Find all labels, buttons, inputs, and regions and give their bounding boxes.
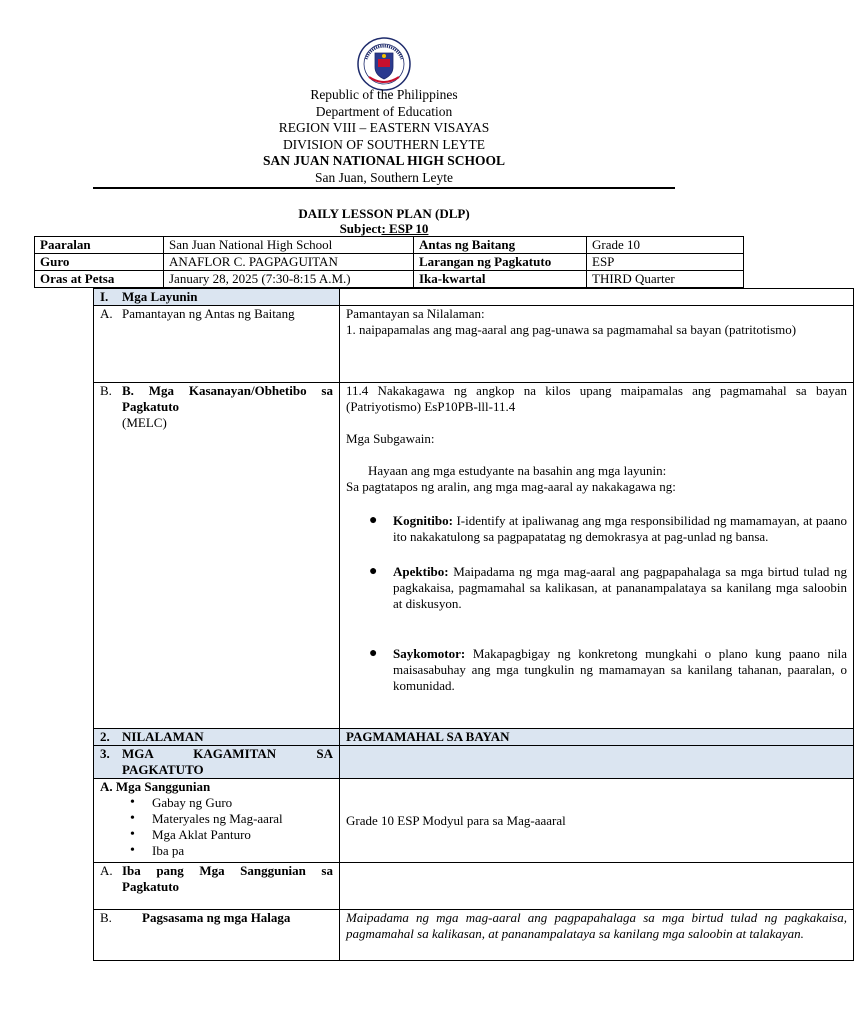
objective-kognitibo: ● Kognitibo: I-identify at ipaliwanag ang mga responsibilidad ng mamamayan, at paano ito nakakatulong sa pagpapatatag ng demokrasya at pag-unlad ng bansa. xyxy=(369,513,847,544)
row-label-kasanayan: B. B. Mga Kasanayan/Obhetibo sa Pagkatuto (MELC) xyxy=(94,383,340,729)
objectives-list xyxy=(346,513,847,694)
iba-sanggunian-value xyxy=(340,863,854,910)
info-value-paaralan: San Juan National High School xyxy=(164,237,414,254)
sanggunian-item: • Mga Aklat Panturo xyxy=(152,827,333,843)
info-value-guro: ANAFLOR C. PAGPAGUITAN xyxy=(164,254,414,271)
sanggunian-item: • Gabay ng Guro xyxy=(152,795,333,811)
info-value-larangan: ESP xyxy=(587,254,744,271)
info-row xyxy=(35,271,744,288)
hayaan-text: Hayaan ang mga estudyante na basahin ang mga layunin: xyxy=(368,463,667,478)
header-divider xyxy=(93,187,675,189)
section-heading-kagamitan: 3. MGA KAGAMITAN SA PAGKATUTO xyxy=(94,746,340,779)
halaga-value: Maipadama ng mga mag-aaral ang pagpapahalaga sa mga birtud tulad ng pagkakaisa, pagmamahal sa kalikasan, at pananampalataya sa kanilang mga saloobin at talakayan. xyxy=(340,910,854,961)
label-kasanayan: B. Mga Kasanayan/Obhetibo sa Pagkatuto xyxy=(122,383,333,414)
row-label-pamantayan: A. Pamantayan ng Antas ng Baitang xyxy=(94,306,340,383)
info-row xyxy=(35,237,744,254)
row-label-sanggunian xyxy=(94,779,340,863)
info-value-antas: Grade 10 xyxy=(587,237,744,254)
subject-line xyxy=(0,221,768,236)
section-row-kagamitan xyxy=(94,746,854,779)
sanggunian-list xyxy=(100,795,333,859)
sanggunian-value: Grade 10 ESP Modyul para sa Mag-aaaral xyxy=(340,779,854,863)
section-title-nilalaman: NILALAMAN xyxy=(122,729,204,744)
info-value-oras: January 28, 2025 (7:30-8:15 A.M.) xyxy=(164,271,414,288)
section-blank-layunin xyxy=(340,289,854,306)
letterhead-line-division: DIVISION OF SOUTHERN LEYTE xyxy=(282,136,486,152)
letterhead-line-region: REGION VIII – EASTERN VISAYAS xyxy=(278,120,490,135)
row-value-kasanayan xyxy=(340,383,854,729)
objective-apektibo: ● Apektibo: Maipadama ng mga mag-aaral ang pagpapahalaga sa mga birtud tulad ng pagkakaisa, pagmamahal sa kalikasan, at pananampalataya sa kanilang mga saloobin at diskusyon. xyxy=(369,564,847,611)
row-halaga xyxy=(94,910,854,961)
section-title-layunin: Mga Layunin xyxy=(122,289,198,304)
row-sanggunian xyxy=(94,779,854,863)
lesson-plan-table-viewport xyxy=(93,288,847,978)
sanggunian-item: • Materyales ng Mag-aaral xyxy=(152,811,333,827)
letterhead-school-name: SAN JUAN NATIONAL HIGH SCHOOL xyxy=(262,153,506,168)
subject-value: : ESP 10 xyxy=(381,221,429,236)
letterhead-line-department: Department of Education xyxy=(315,103,453,119)
objective-saykomotor: ● Saykomotor: Makapagbigay ng konkretong mungkahi o plano kung paano nila maisasabuhay ang mga tungkulin ng mamamayan sa kanilang tahanan, paaralan, o komunidad. xyxy=(369,646,847,693)
label-sanggunian: A. Mga Sanggunian xyxy=(100,779,211,794)
info-label-larangan: Larangan ng Pagkatuto xyxy=(414,254,587,271)
subject-label: Subject xyxy=(339,221,382,236)
document-title: DAILY LESSON PLAN (DLP) xyxy=(298,206,470,221)
info-label-oras: Oras at Petsa xyxy=(35,271,164,288)
nilalaman-value: PAGMAMAHAL SA BAYAN xyxy=(340,729,854,746)
pamantayan-nilalaman-text: 1. naipapamalas ang mag-aaral ang pag-unawa sa pagmamahal sa bayan (patritotismo) xyxy=(346,322,797,337)
letterhead-address: San Juan, Southern Leyte xyxy=(315,169,453,185)
row-value-pamantayan xyxy=(340,306,854,383)
section-heading-nilalaman: 2. NILALAMAN xyxy=(94,729,340,746)
section-blank-kagamitan xyxy=(340,746,854,779)
deped-seal-logo xyxy=(357,37,411,91)
row-kasanayan xyxy=(94,383,854,729)
info-label-paaralan: Paaralan xyxy=(35,237,164,254)
label-iba-sanggunian: Iba pang Mga Sanggunian sa Pagkatuto xyxy=(122,863,333,894)
subgawain-label: Mga Subgawain: xyxy=(346,431,435,446)
info-label-guro: Guro xyxy=(35,254,164,271)
sanggunian-item: • Iba pa xyxy=(152,843,333,859)
label-melc: (MELC) xyxy=(122,415,167,430)
pagtatapos-text: Sa pagtatapos ng aralin, ang mga mag-aaral ay nakakagawa ng: xyxy=(346,479,676,494)
section-row-layunin xyxy=(94,289,854,306)
letterhead xyxy=(0,87,768,186)
info-table xyxy=(34,236,744,288)
info-row xyxy=(35,254,744,271)
section-heading-layunin: I. Mga Layunin xyxy=(94,289,340,306)
row-iba-sanggunian xyxy=(94,863,854,910)
info-label-antas: Antas ng Baitang xyxy=(414,237,587,254)
row-pamantayan xyxy=(94,306,854,383)
row-label-halaga: B. Pagsasama ng mga Halaga xyxy=(94,910,340,961)
pamantayan-nilalaman-label: Pamantayan sa Nilalaman: xyxy=(346,306,485,321)
letterhead-line-republic: Republic of the Philippines xyxy=(310,87,458,102)
melc-competency: 11.4 Nakakagawa ng angkop na kilos upang maipamalas ang pagmamahal sa bayan (Patriyotismo) EsP10PB-lll-11.4 xyxy=(346,383,847,414)
label-halaga: Pagsasama ng mga Halaga xyxy=(142,910,291,925)
section-row-nilalaman xyxy=(94,729,854,746)
lesson-plan-table xyxy=(93,288,854,961)
row-label-iba-sanggunian: A. Iba pang Mga Sanggunian sa Pagkatuto xyxy=(94,863,340,910)
info-value-kwartal: THIRD Quarter xyxy=(587,271,744,288)
label-pamantayan: Pamantayan ng Antas ng Baitang xyxy=(122,306,295,321)
info-label-kwartal: Ika-kwartal xyxy=(414,271,587,288)
section-title-kagamitan: MGA KAGAMITAN SA PAGKATUTO xyxy=(122,746,333,777)
